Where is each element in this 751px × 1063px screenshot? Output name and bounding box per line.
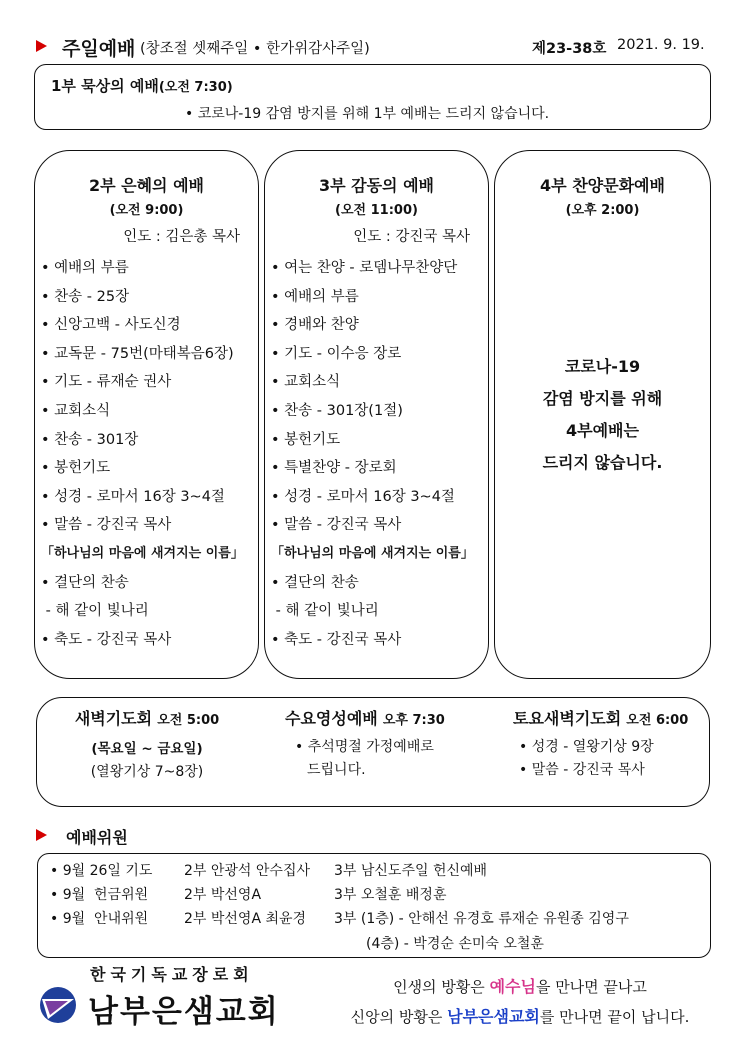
saturday-line: • 성경 - 열왕기상 9장 [519, 739, 654, 755]
order-item: • 교독문 - 75번(마태복음6장) [41, 345, 234, 362]
order-item: • 말씀 - 강진국 목사 [271, 517, 402, 534]
service4-box [494, 150, 711, 679]
sermon-title: 「하나님의 마음에 새겨지는 이름」 [41, 545, 244, 561]
dawn-heading [37, 706, 257, 729]
slogan-line-1 [330, 972, 710, 1002]
saturday-line: • 말씀 - 강진국 목사 [519, 762, 645, 778]
service2-leader: 인도 : 김은총 목사 [123, 229, 240, 245]
wednesday-heading [285, 706, 445, 729]
wednesday-service [285, 706, 445, 779]
order-item: • 축도 - 강진국 목사 [271, 631, 402, 648]
church-logo [38, 985, 78, 1025]
committee-second: 2부 박선영A 최윤경 [184, 911, 307, 927]
sermon-title: 「하나님의 마음에 새겨지는 이름」 [271, 545, 474, 561]
service1-title: 1부 묵상의 예배 [51, 77, 159, 95]
order-item: • 예배의 부름 [41, 260, 129, 276]
slogan-text: 을 만나면 끝나고 [535, 978, 647, 996]
wednesday-line: 드립니다. [307, 762, 366, 778]
service2-box [34, 150, 259, 679]
slogan-line-2 [330, 1002, 710, 1032]
order-item: • 기도 - 류재순 권사 [41, 374, 172, 391]
slogan-highlight: 예수님 [489, 977, 536, 996]
wednesday-line: • 추석명절 가정예배로 [295, 739, 434, 755]
slogan [330, 972, 710, 1032]
order-item: • 성경 - 로마서 16장 3~4절 [41, 488, 225, 505]
issue-date: 2021. 9. 19. [617, 37, 705, 53]
order-item: • 말씀 - 강진국 목사 [41, 517, 172, 534]
order-item: • 특별찬양 - 장로회 [271, 460, 397, 477]
committee-label: • 9월 안내위원 [50, 911, 149, 927]
saturday-dawn-prayer [513, 706, 688, 779]
service1-heading [51, 75, 233, 96]
committee-title: 예배위원 [66, 828, 128, 847]
saturday-title: 토요새벽기도회 [513, 709, 622, 728]
service2-title: 2부 은혜의 예배 [88, 176, 204, 195]
dawn-days: (목요일 ~ 금요일) [91, 741, 203, 757]
dawn-prayer [37, 706, 257, 781]
order-item: • 찬송 - 301장(1절) [271, 402, 403, 419]
service4-time: (오후 2:00) [565, 203, 640, 218]
service2-time: (오전 9:00) [109, 203, 184, 218]
page-title: 주일예배 [62, 38, 136, 60]
church-logo-icon [38, 985, 78, 1025]
order-item: - 해 같이 빛나리 [41, 603, 149, 620]
arrow-right-icon [36, 40, 47, 52]
committee-label: • 9월 26일 기도 [50, 863, 153, 879]
committee-third: 3부 (1층) - 안해선 유경호 류재순 유원종 김영구 [334, 911, 629, 927]
order-item: • 교회소식 [41, 402, 111, 419]
header [36, 36, 716, 58]
notice-line: 4부예배는 [566, 421, 639, 440]
slogan-text: 를 만나면 끝이 납니다. [539, 1008, 690, 1026]
order-item: • 결단의 찬송 [41, 574, 129, 591]
service3-title: 3부 감동의 예배 [318, 176, 434, 195]
service1-notice: • 코로나-19 감염 방지를 위해 1부 예배는 드리지 않습니다. [185, 106, 550, 122]
dawn-scripture: (열왕기상 7~8장) [90, 764, 204, 780]
service1-time: (오전 7:30) [158, 80, 233, 95]
committee-third: 3부 오철훈 배정훈 [334, 887, 447, 903]
dawn-title: 새벽기도회 [74, 709, 153, 728]
order-item: • 경배와 찬양 [271, 317, 359, 334]
order-item: • 교회소식 [271, 374, 341, 391]
committee-extra: (4층) - 박경순 손미숙 오철훈 [366, 936, 544, 952]
service4-title: 4부 찬양문화예배 [540, 176, 665, 195]
committee-second: 2부 박선영A [184, 887, 262, 903]
arrow-right-icon [36, 829, 47, 841]
service3-leader: 인도 : 강진국 목사 [353, 229, 470, 245]
slogan-text: 인생의 방황은 [393, 978, 490, 996]
committee-heading [36, 825, 336, 847]
order-item: • 여는 찬양 - 로뎀나무찬양단 [271, 260, 458, 276]
order-item: - 해 같이 빛나리 [271, 603, 379, 620]
notice-line: 코로나-19 [564, 357, 641, 376]
order-item: • 축도 - 강진국 목사 [41, 631, 172, 648]
service4-notice [495, 351, 710, 479]
committee-box [37, 853, 711, 958]
dawn-time: 오전 5:00 [157, 713, 220, 728]
issue-number: 제23-38호 [532, 41, 607, 57]
notice-line: 감염 방지를 위해 [542, 389, 663, 408]
denomination-name: 한국기독교장로회 [90, 965, 254, 984]
wednesday-time: 오후 7:30 [382, 713, 445, 728]
page-subtitle: (창조절 셋째주일 • 한가위감사주일) [140, 41, 370, 57]
committee-third: 3부 남신도주일 헌신예배 [334, 863, 488, 879]
service1-box [34, 64, 711, 130]
service2-order-list [41, 254, 244, 654]
order-item: • 예배의 부름 [271, 288, 359, 305]
order-item: • 찬송 - 301장 [41, 431, 139, 448]
church-name: 남부은샘교회 [88, 994, 280, 1030]
weekday-box [36, 697, 710, 807]
order-item: • 봉헌기도 [41, 460, 111, 477]
committee-second: 2부 안광석 안수집사 [184, 863, 310, 879]
service3-box [264, 150, 489, 679]
order-item: • 기도 - 이수응 장로 [271, 345, 402, 362]
wednesday-title: 수요영성예배 [285, 709, 378, 728]
service3-time: (오전 11:00) [335, 203, 418, 218]
slogan-highlight: 남부은샘교회 [447, 1007, 540, 1026]
saturday-time: 오전 6:00 [626, 713, 689, 728]
order-item: • 찬송 - 25장 [41, 288, 130, 305]
order-item: • 봉헌기도 [271, 431, 341, 448]
order-item: • 신앙고백 - 사도신경 [41, 317, 181, 334]
order-item: • 결단의 찬송 [271, 574, 359, 591]
order-item: • 성경 - 로마서 16장 3~4절 [271, 488, 455, 505]
saturday-heading [513, 706, 688, 729]
committee-label: • 9월 헌금위원 [50, 887, 149, 903]
notice-line: 드리지 않습니다. [542, 453, 663, 472]
slogan-text: 신앙의 방황은 [350, 1008, 448, 1026]
service3-order-list [271, 254, 474, 654]
